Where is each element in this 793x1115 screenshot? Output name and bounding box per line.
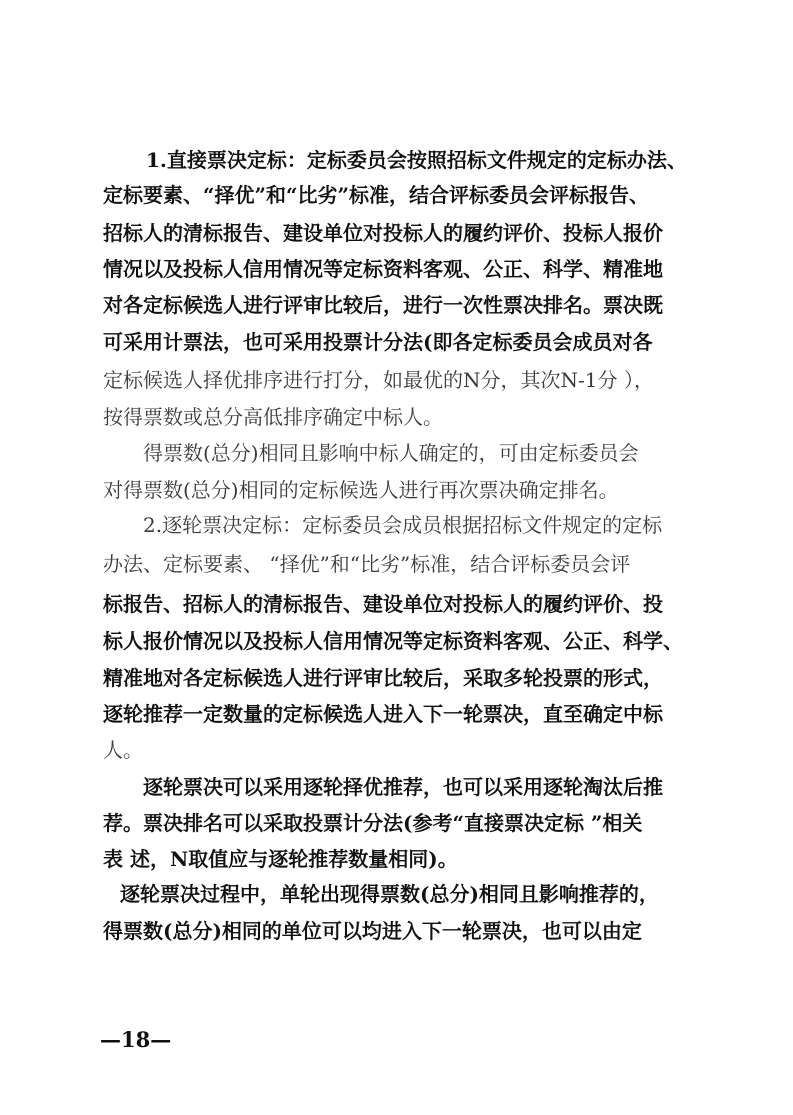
paragraph-3-line-5: 精准地对各定标候选人进行评审比较后，采取多轮投票的形式， (103, 666, 663, 690)
paragraph-4-line-3: 表 述，N取值应与逐轮推荐数量相同)。 (103, 847, 458, 871)
paragraph-5-line-1: 逐轮票决过程中，单轮出现得票数(总分)相同且影响推荐的， (120, 882, 659, 906)
page-number: —18— (100, 1027, 172, 1052)
paragraph-1-line-7: 定标候选人择优排序进行打分，如最优的N分，其次N-1分 ）， (103, 368, 654, 392)
paragraph-1-line-4: 情况以及投标人信用情况等定标资料客观、公正、科学、精准地 (103, 257, 663, 281)
paragraph-2-line-1: 得票数(总分)相同且影响中标人确定的，可由定标委员会 (143, 441, 639, 465)
paragraph-3-line-3: 标报告、招标人的清标报告、建设单位对投标人的履约评价、投 (103, 592, 663, 616)
paragraph-3-line-1: 2.逐轮票决定标：定标委员会成员根据招标文件规定的定标 (143, 513, 663, 537)
paragraph-4-line-1: 逐轮票决可以采用逐轮择优推荐，也可以采用逐轮淘汰后推 (143, 775, 663, 799)
paragraph-1-line-2: 定标要素、“择优”和“比劣”标准，结合评标委员会评标报告、 (103, 183, 650, 207)
paragraph-1-line-8: 按得票数或总分高低排序确定中标人。 (103, 405, 443, 429)
paragraph-1-line-6: 可采用计票法，也可采用投票计分法(即各定标委员会成员对各 (103, 330, 653, 354)
paragraph-3-line-2: 办法、定标要素、 “择优”和“比劣”标准，结合评标委员会评 (103, 552, 631, 576)
paragraph-3-line-7: 人。 (103, 738, 143, 762)
paragraph-2-line-2: 对得票数(总分)相同的定标候选人进行再次票决确定排名。 (103, 478, 619, 502)
paragraph-1-line-5: 对各定标候选人进行评审比较后，进行一次性票决排名。票决既 (103, 293, 663, 317)
paragraph-1-line-1: 1.直接票决定标：定标委员会按照招标文件规定的定标办法、 (146, 148, 687, 172)
paragraph-1-line-3: 招标人的清标报告、建设单位对投标人的履约评价、投标人报价 (103, 221, 663, 245)
paragraph-4-line-2: 荐。票决排名可以采取投票计分法(参考“直接票决定标 ”相关 (103, 811, 643, 835)
paragraph-5-line-2: 得票数(总分)相同的单位可以均进入下一轮票决，也可以由定 (103, 919, 642, 943)
paragraph-3-line-4: 标人报价情况以及投标人信用情况等定标资料客观、公正、科学、 (103, 629, 683, 653)
paragraph-3-line-6: 逐轮推荐一定数量的定标候选人进入下一轮票决，直至确定中标 (103, 702, 663, 726)
